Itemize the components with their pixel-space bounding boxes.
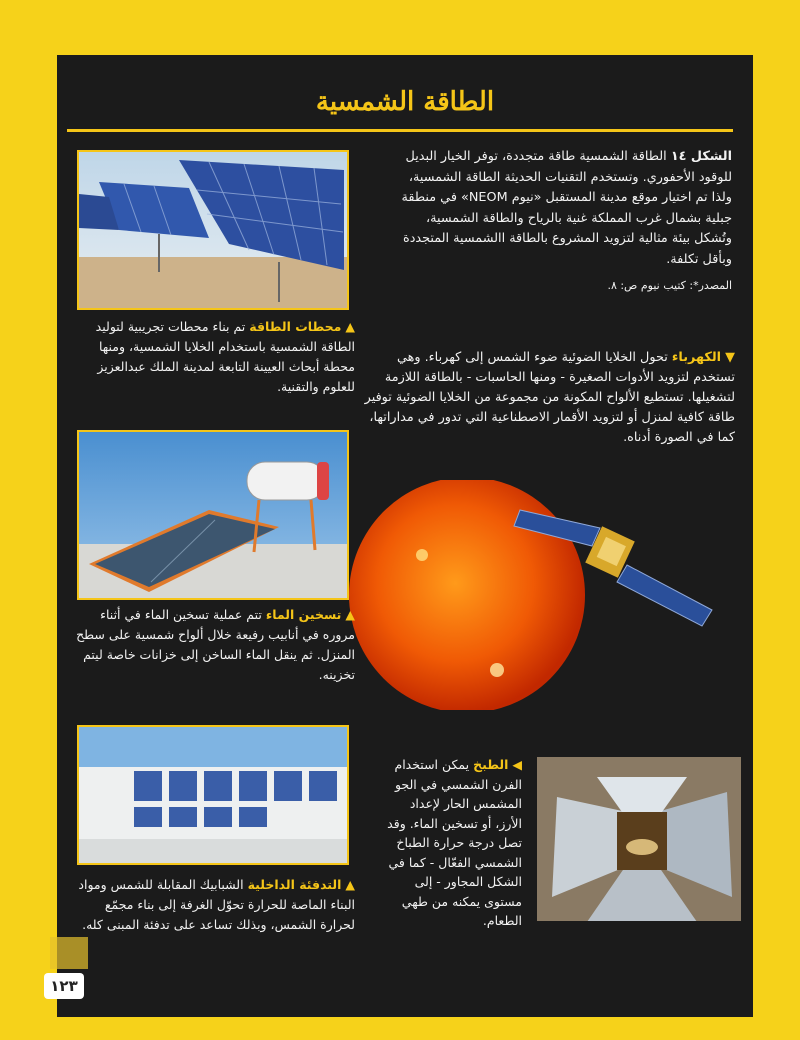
publisher-logo-icon: [50, 937, 88, 969]
solar-cooker-photo: [535, 755, 743, 923]
stations-label: محطات الطاقة: [249, 319, 342, 334]
intro-paragraph: [387, 147, 732, 297]
water-text: تتم عملية تسخين الماء في أثناء مروره في أنابيب رفيعة خلال ألواح شمسية على سطح المنزل. ثم ينقل الماء الساخن إلى خزانات خاصة ليتم تخزينه.: [76, 607, 355, 682]
cooking-text: يمكن استخدام الفرن الشمسي في الجو المشمس الحار لإعداد الأرز، أو تسخين الماء. وقد تصل درجة حرارة الطباخ الشمسي الفعّال - كما في الشكل المجاور - إلى مستوى يمكنه من طهي الطعام.: [387, 757, 522, 928]
triangle-left-icon: ◀: [512, 757, 522, 772]
intro-label: الشكل ١٤: [670, 149, 732, 164]
heating-text: الشبابيك المقابلة للشمس ومواد البناء الماصة للحرارة تحوّل الغرفة إلى بناء مجمّع لحرارة الشمس، وبذلك تساعد على تدفئة المبنى كله.: [78, 877, 355, 932]
triangle-up-icon: ▲: [345, 319, 355, 334]
triangle-down-icon: ▼: [725, 350, 735, 365]
cooking-paragraph: [382, 755, 522, 931]
heating-label: التدفئة الداخلية: [247, 877, 342, 892]
page-panel: [57, 55, 753, 1017]
heating-caption: [75, 875, 355, 935]
stations-text: تم بناء محطات تجريبية لتوليد الطاقة الشمسية باستخدام الخلايا الشمسية، ومنها محطة أبحاث العيينة التابعة لمدينة الملك عبدالعزيز للعلوم والتقنية.: [95, 319, 355, 394]
electricity-paragraph: [357, 348, 735, 448]
electricity-text: تحول الخلايا الضوئية ضوء الشمس إلى كهرباء. وهي تستخدم لتزويد الأدوات الصغيرة - ومنها الحاسبات - بالطاقة اللازمة لتشغيلها. تستطيع الألواح المكونة من مجموعة من الخلايا الضوئية توفير طاقة كافية لمنزل أو لتزويد الأقمار الاصطناعية التي تدور في مداراتها، كما في الصورة أدناه.: [364, 350, 735, 445]
water-label: تسخين الماء: [265, 607, 342, 622]
building-photo: [77, 725, 349, 865]
sun: [349, 480, 585, 710]
page-number: ١٢٣: [44, 973, 84, 999]
solar-farm-photo: [77, 150, 349, 310]
cooking-label: الطبخ: [473, 757, 509, 772]
triangle-up-icon: ▲: [345, 877, 355, 892]
triangle-up-icon: ▲: [345, 607, 355, 622]
water-heater-photo: [77, 430, 349, 600]
intro-text: الطاقة الشمسية طاقة متجددة، توفر الخيار البديل للوقود الأحفوري. وتستخدم التقنيات الحديثة الطاقة الشمسية، ولذا تم اختيار موقع مدينة المستقبل «نيوم NEOM» في منطقة جبلية بشمال غرب المملكة غنية بالرياح والطاقة الشمسية، وتُشكل بيئة مثالية لتزويد المشروع بالطاقة االشمسية المتجددة وبأقل تكلفة.: [401, 149, 732, 267]
sun-satellite-illustration: [342, 480, 727, 710]
water-caption: [75, 605, 355, 685]
page-title: الطاقة الشمسية: [315, 87, 495, 117]
title-rule: [67, 129, 733, 132]
electricity-label: الكهرباء: [671, 350, 722, 365]
stations-caption: [75, 317, 355, 397]
intro-source: المصدر*: كتيب نيوم ص: ٨.: [607, 279, 732, 292]
